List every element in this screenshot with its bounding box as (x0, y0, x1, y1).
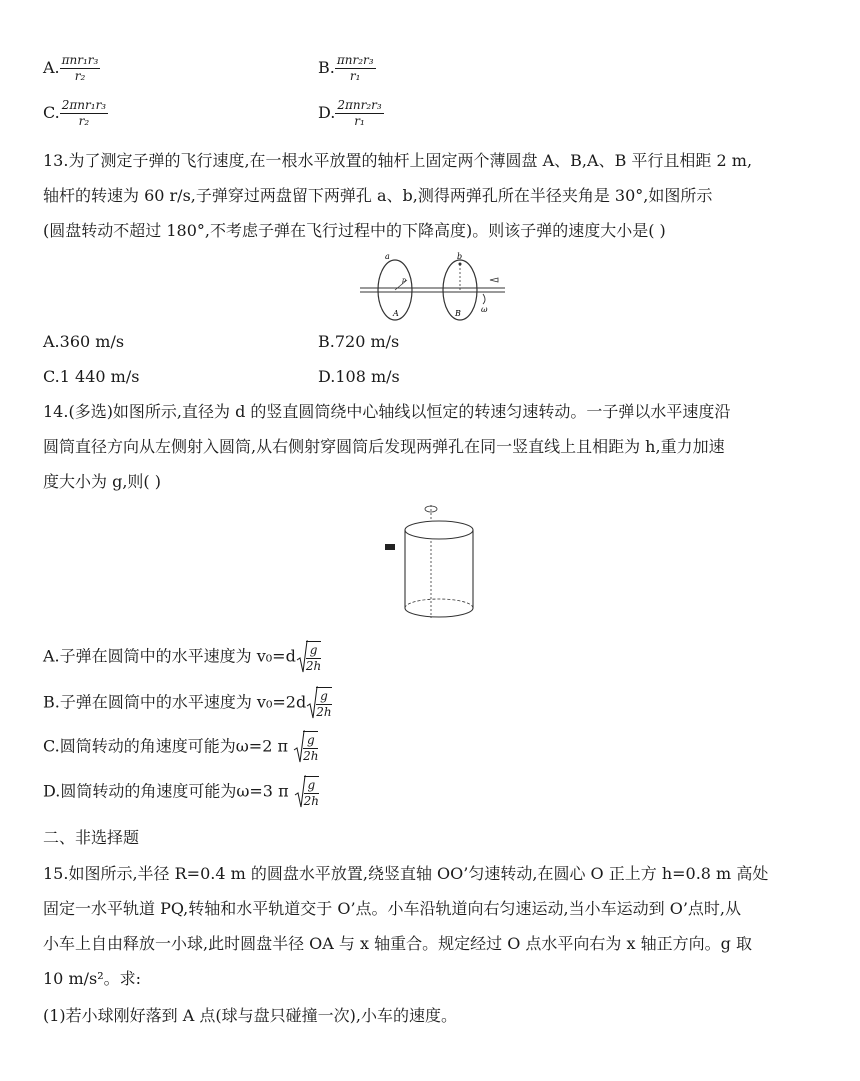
q14-line-2: 圆筒直径方向从左侧射入圆筒,从右侧射穿圆筒后发现两弹孔在同一竖直线上且相距为 h,重力加速 (43, 437, 725, 456)
q15-line-1: 15.如图所示,半径 R=0.4 m 的圆盘水平放置,绕竖直轴 OO’匀速转动,在圆心 O 正上方 h=0.8 m 高处 (43, 864, 769, 883)
q12-option-c: C. $\frac{\text{2πnr₁r₃}}{\text{r₂}}$ (43, 98, 107, 128)
q13-line-2: 轴杆的转速为 60 r/s,子弹穿过两盘留下两弹孔 a、b,测得两弹孔所在半径夹角是 30°,如图所示 (43, 186, 713, 205)
q14-option-a: A.子弹在圆筒中的水平速度为 v₀=d $\frac{g}{2h}$ (43, 643, 322, 673)
q13-line-3: (圆盘转动不超过 180°,不考虑子弹在飞行过程中的下降高度)。则该子弹的速度大小是( ) (43, 221, 666, 240)
q12-option-a: A. $\frac{\text{πnr₁r₃}}{\text{r₂}}$ (43, 53, 99, 83)
label-omega: ω (481, 305, 488, 314)
q14-option-b: B.子弹在圆筒中的水平速度为 v₀=2d $\frac{g}{2h}$ (43, 689, 332, 719)
q14-cylinder-figure (385, 500, 485, 625)
q13-line-1: 13.为了测定子弹的飞行速度,在一根水平放置的轴杆上固定两个薄圆盘 A、B,A、B 平行且相距 2 m, (43, 151, 753, 170)
q13-option-c: C.1 440 m/s (43, 367, 140, 386)
q12-option-d: D. $\frac{\text{2πnr₂r₃}}{\text{r₁}}$ (318, 98, 382, 128)
q12-option-b: B. $\frac{\text{πnr₂r₃}}{\text{r₁}}$ (318, 53, 374, 83)
q13-option-a: A.360 m/s (43, 332, 125, 351)
label-a: a (385, 252, 390, 261)
q13-option-b: B.720 m/s (318, 332, 400, 351)
q15-line-2: 固定一水平轨道 PQ,转轴和水平轨道交于 O’点。小车沿轨道向右匀速运动,当小车运动到 O’点时,从 (43, 899, 742, 918)
q13-disc-figure (355, 250, 515, 322)
q14-line-1: 14.(多选)如图所示,直径为 d 的竖直圆筒绕中心轴线以恒定的转速匀速转动。一子弹以水平速度沿 (43, 402, 731, 421)
q14-option-d: D.圆筒转动的角速度可能为ω=3 π $\frac{g}{2h}$ (43, 778, 320, 808)
q15-line-3: 小车上自由释放一小球,此时圆盘半径 OA 与 x 轴重合。规定经过 O 点水平向右为 x 轴正方向。g 取 (43, 934, 752, 953)
label-p: p (402, 277, 406, 284)
label-disc-a: A (393, 309, 399, 318)
q14-option-c: C.圆筒转动的角速度可能为ω=2 π $\frac{g}{2h}$ (43, 733, 319, 763)
bullet (385, 544, 395, 550)
q13-option-d: D.108 m/s (318, 367, 400, 386)
label-b: b (457, 252, 463, 261)
section-heading: 二、非选择题 (43, 828, 140, 847)
q15-line-4: 10 m/s²。求: (43, 969, 142, 988)
q15-subquestion-1: (1)若小球刚好落到 A 点(球与盘只碰撞一次),小车的速度。 (43, 1006, 457, 1025)
q14-line-3: 度大小为 g,则( ) (43, 472, 161, 491)
label-disc-b: B (455, 309, 461, 318)
